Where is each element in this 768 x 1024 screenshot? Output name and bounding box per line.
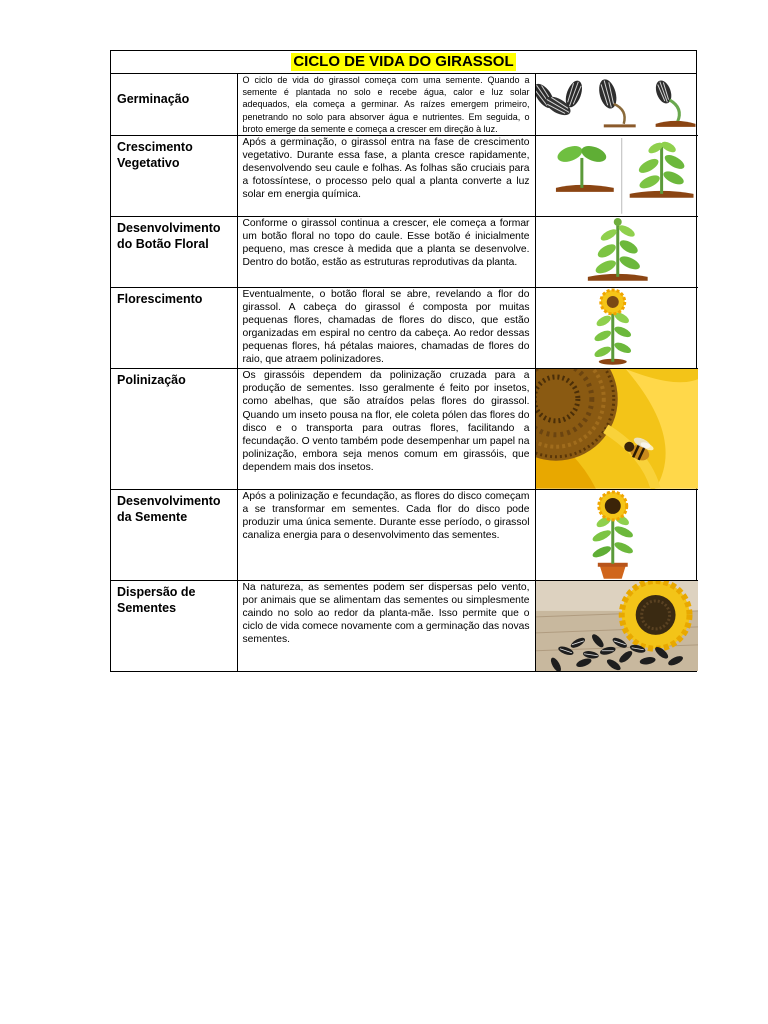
flowering-plant-icon — [536, 288, 699, 369]
table-row — [111, 369, 698, 490]
stage-description: Após a germinação, o girassol entra na fase de crescimento vegetativo. Durante essa fase, a planta cresce rapidamente, desenvolvendo seu caule e folhas. As folhas são cruciais para a fotossíntese, o processo pelo qual a planta converte a luz solar em energia química. — [242, 137, 530, 201]
seedlings-icon — [536, 136, 699, 216]
stage-description: O ciclo de vida do girassol começa com uma semente. Quando a semente é plantada no solo e recebe água, calor e luz solar adequados, ela começa a germinar. As raízes emergem primeiro, penetrando no solo para absorver água e nutrientes. Em seguida, o broto emerge da semente e começa a crescer em direção à luz. — [242, 75, 530, 134]
stage-name: Florescimento — [117, 291, 203, 306]
stages-table — [111, 74, 698, 671]
stage-description: Eventualmente, o botão floral se abre, revelando a flor do girassol. A cabeça do girassol é composta por muitas pequenas flores, chamadas de flores do disco, que estão organizadas em espiral no centro da cabeça. Ao redor dessas pequenas flores, há pétalas maiores, chamadas de flores do raio, que atraem polinizadores. — [242, 288, 530, 366]
stage-description: Na natureza, as sementes podem ser dispersas pelo vento, por animais que se alimentam das sementes ou simplesmente caindo no solo ao redor da planta-mãe. Isso permite que o ciclo de vida comece novamente com a germinação das novas sementes. — [242, 581, 530, 646]
table-row — [111, 287, 698, 369]
life-cycle-table — [110, 50, 697, 672]
stage-description: Os girassóis dependem da polinização cruzada para a produção de sementes. Isso geralmente é feito por insetos, como abelhas, que são atraídos pelas flores do girassol. Quando um inseto pousa na flor, ele coleta pólen das flores do disco e o transporta para outras flores, facilitando a fecundação. O vento também pode desempenhar um papel na polinização, embora seja menos comum em girassóis, que dependem mais dos insetos. — [242, 370, 530, 473]
stage-name: Desenvolvimento do Botão Floral — [117, 220, 221, 251]
table-row — [111, 136, 698, 217]
bee-on-sunflower-photo — [536, 369, 699, 489]
sunflower-seeds-photo — [536, 581, 699, 672]
young-plant-icon — [536, 217, 699, 287]
table-row — [111, 489, 698, 580]
table-row — [111, 216, 698, 287]
stage-name: Dispersão de Sementes — [117, 584, 196, 615]
stage-name: Crescimento Vegetativo — [117, 140, 193, 171]
table-row — [111, 580, 698, 671]
page-title: CICLO DE VIDA DO GIRASSOL — [293, 53, 514, 70]
stage-description: Conforme o girassol continua a crescer, ele começa a formar um botão floral no topo do caule. Esse botão é inicialmente pequeno, mas cresce à medida que a planta se desenvolve. Dentro do botão, estão as estruturas reprodutivas da planta. — [242, 217, 530, 269]
title-row — [111, 51, 696, 74]
stage-name: Polinização — [117, 373, 186, 388]
stage-name: Desenvolvimento da Semente — [117, 493, 221, 524]
stage-name: Germinação — [117, 92, 190, 106]
seeds-sprouting-icon — [536, 74, 699, 133]
table-row — [111, 74, 698, 136]
potted-sunflower-icon — [536, 490, 699, 580]
stage-description: Após a polinização e fecundação, as flores do disco começam a se transformar em sementes. Cada flor do disco pode produzir uma única semente. Durante esse período, o girassol canaliza energia para o desenvolvimento das sementes. — [242, 490, 530, 542]
